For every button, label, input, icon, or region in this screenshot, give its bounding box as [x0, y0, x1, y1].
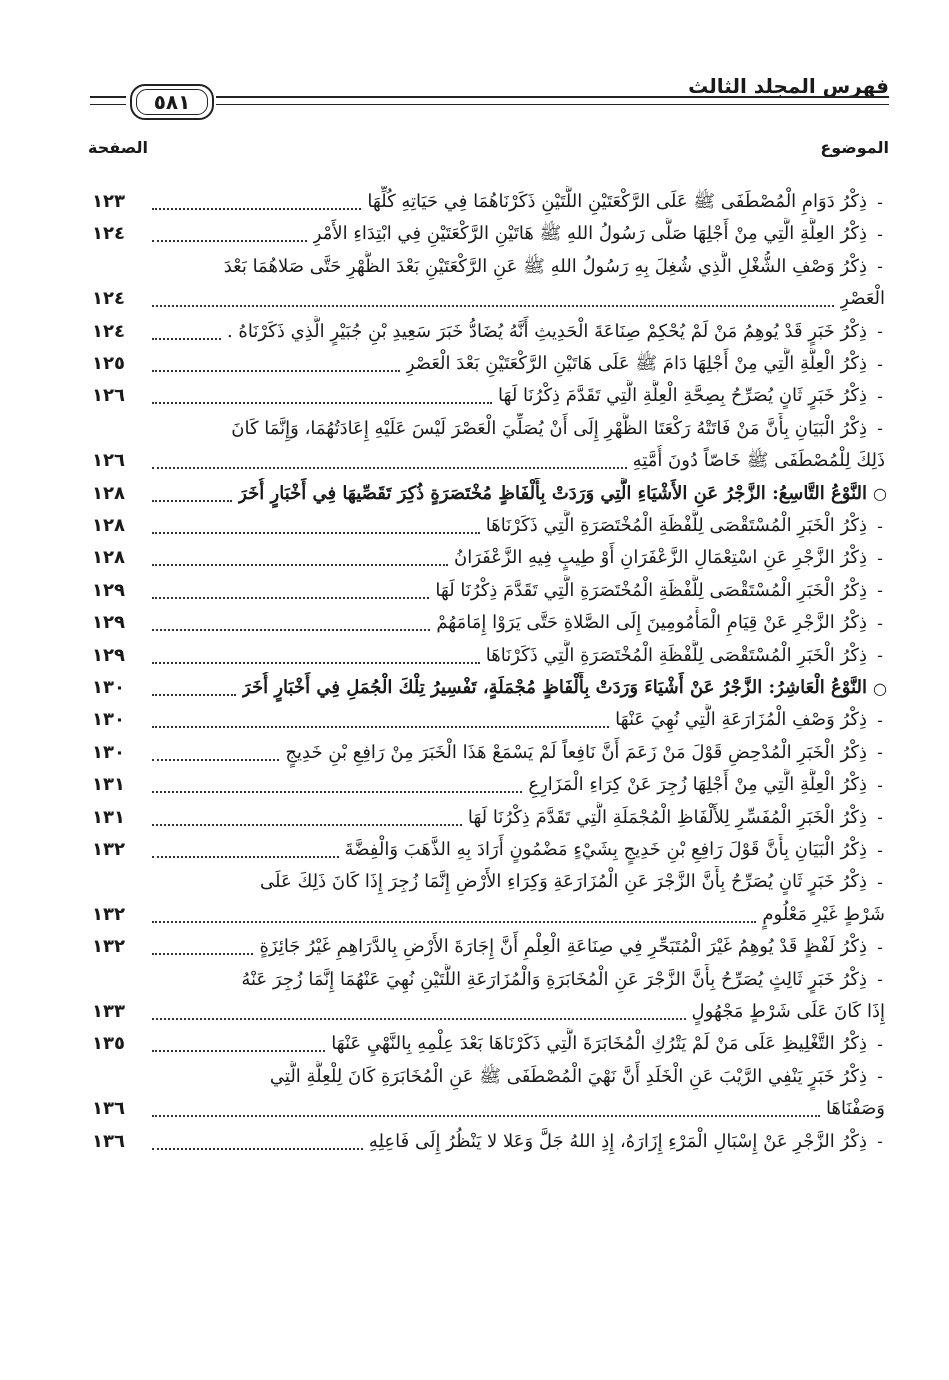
- entry-row: [150, 218, 889, 250]
- entry-dash-marker: -: [877, 775, 883, 795]
- entry-text: ذِكْرُ الْعِلَّةِ الَّتِي مِنْ أَجْلِهَا زُجِرَ عَنْ كِرَاءِ الْمَزَارِعِ: [528, 774, 867, 796]
- entry-text: ذِكْرُ الْخَبَرِ الْمُسْتَقْصَى لِلَّفْظَةِ الْمُخْتَصَرَةِ الَّتِي تَقَدَّمَ ذِكْرُنَا لَهَا: [435, 579, 867, 601]
- index-entry-line: [0, 1126, 949, 1158]
- leader-dots: [152, 500, 232, 502]
- entry-page-number: ١٢٩: [92, 579, 125, 601]
- entry-text: ذِكْرُ الْبَيَانِ بِأَنَّ مَنْ فَاتَتْهُ رَكْعَتَا الظُّهْرِ إِلَى أَنْ يُصَلِّيَ الْعَصْرَ لَيْسَ عَلَيْهِ إِعَادَتُهُمَا، وَإِنَّمَا كَانَ: [231, 417, 867, 439]
- entry-text: ذِكْرُ وَصْفِ الْمُزَارَعَةِ الَّتِي نُهِيَ عَنْهَا: [615, 709, 867, 731]
- entry-dash-marker: -: [877, 581, 883, 601]
- entry-row: [150, 283, 889, 315]
- entry-text: ذِكْرُ خَبَرٍ قَدْ يُوهِمُ مَنْ لَمْ يُحْكِمْ صِنَاعَةَ الْحَدِيثِ أَنَّهُ يُضَادُّ خَبَرَ سَعِيدِ بْنِ جُبَيْرٍ الَّذِي ذَكَرْنَاهُ .: [226, 320, 867, 342]
- entry-text: وَصَفْنَاهَا: [826, 1098, 885, 1120]
- entry-row: [150, 478, 889, 510]
- leader-dots: [152, 759, 279, 761]
- index-entry-line: [0, 283, 949, 315]
- leader-dots: [152, 370, 400, 372]
- entry-text: النَّوْعُ الْعَاشِرُ: الزَّجْرُ عَنْ أَشْيَاءَ وَرَدَتْ بِأَلْفَاظٍ مُجْمَلَةٍ، تَفْسِيرُ تِلْكَ الْجُمَلِ فِي أَخْبَارٍ أُخَرَ: [242, 677, 867, 698]
- entry-text: ذِكْرُ الْخَبَرِ الْمُفَسِّرِ لِلأَلْفَاظِ الْمُجْمَلَةِ الَّتِي تَقَدَّمَ ذِكْرُنَا لَهَا: [467, 806, 867, 828]
- index-entry-line: [0, 1061, 949, 1093]
- entry-dash-marker: -: [877, 354, 883, 374]
- entry-text: ذِكْرُ الْعِلَّةِ الَّتِي مِنْ أَجْلِهَا دَامَ ﷺ عَلَى هَاتَيْنِ الرَّكْعَتَيْنِ بَعْدَ الْعَصْرِ: [405, 353, 867, 374]
- entry-dash-marker: -: [877, 548, 883, 568]
- leader-dots: [152, 791, 522, 793]
- entry-row: [150, 186, 889, 218]
- entry-text: ذِكْرُ الْخَبَرِ الْمُسْتَقْصَى لِلَّفْظَةِ الْمُخْتَصَرَةِ الَّتِي ذَكَرْنَاهَا: [485, 644, 867, 666]
- running-title: فهرس المجلد الثالث: [688, 74, 889, 98]
- index-entry-line: [0, 218, 949, 250]
- leader-dots: [152, 629, 430, 631]
- entry-dash-marker: -: [877, 937, 883, 957]
- section-heading-line: [0, 478, 949, 510]
- entry-row: [150, 607, 889, 639]
- leader-dots: [152, 208, 361, 210]
- entry-text: إِذَا كَانَ عَلَى شَرْطٍ مَجْهُولٍ: [691, 1001, 885, 1022]
- entry-dash-marker: -: [877, 1132, 883, 1152]
- entry-text: ذِكْرُ الْبَيَانِ بِأَنَّ قَوْلَ رَافِعِ بْنِ خَدِيجٍ بِشَيْءٍ مَضْمُونٍ أَرَادَ بِهِ الذَّهَبَ وَالْفِضَّةَ: [344, 839, 867, 860]
- leader-dots: [152, 726, 609, 728]
- entry-page-number: ١٢٩: [92, 644, 125, 666]
- entry-dash-marker: -: [877, 613, 883, 633]
- entry-row: [150, 380, 889, 412]
- entry-row: [150, 769, 889, 801]
- index-entry-line: [0, 996, 949, 1028]
- leader-dots: [152, 921, 756, 923]
- index-entry-line: [0, 510, 949, 542]
- entry-dash-marker: -: [877, 970, 883, 990]
- index-entry-line: [0, 542, 949, 574]
- leader-dots: [152, 240, 307, 242]
- entry-page-number: ١٢٣: [92, 191, 125, 212]
- entry-page-number: ١٣٠: [92, 741, 125, 763]
- entry-page-number: ١٢٤: [92, 288, 125, 310]
- leader-dots: [152, 338, 221, 340]
- entry-page-number: ١٣٦: [92, 1130, 125, 1152]
- entry-text: ذِكْرُ الزَّجْرِ عَنْ قِيَامِ الْمَأْمُومِينَ إِلَى الصَّلاةِ حَتَّى يَرَوْا إِمَامَهُمْ: [436, 612, 867, 634]
- leader-dots: [152, 532, 480, 534]
- entry-row: [150, 348, 889, 380]
- leader-dots: [152, 1018, 686, 1020]
- entry-page-number: ١٣٢: [92, 936, 125, 958]
- index-entry-line: [0, 607, 949, 639]
- entry-row: [150, 834, 889, 866]
- entry-row: [150, 899, 889, 931]
- entry-dash-marker: -: [877, 419, 883, 439]
- entry-text: شَرْطٍ غَيْرِ مَعْلُومٍ: [762, 903, 885, 925]
- index-entry-line: [0, 1093, 949, 1125]
- leader-dots: [152, 597, 429, 599]
- index-entry-line: [0, 316, 949, 348]
- index-entry-line: [0, 445, 949, 477]
- entry-page-number: ١٣٢: [92, 903, 125, 925]
- index-entry-line: [0, 931, 949, 963]
- entry-text: ذِكْرُ خَبَرٍ ثَانٍ يُصَرِّحُ بِأَنَّ الزَّجْرَ عَنِ الْمُزَارَعَةِ وَكِرَاءِ الأَرْضِ إِنَّمَا زُجِرَ إِذَا كَانَ ذَلِكَ عَلَى: [260, 871, 867, 893]
- entry-row: [150, 704, 889, 736]
- entry-text: ذِكْرُ الزَّجْرِ عَنِ اسْتِعْمَالِ الزَّعْفَرَانِ أَوْ طِيبٍ فِيهِ الزَّعْفَرَانُ: [453, 547, 867, 569]
- index-entry-line: [0, 413, 949, 445]
- entry-page-number: ١٣٠: [92, 709, 125, 731]
- entry-dash-marker: -: [877, 224, 883, 244]
- index-entry-line: [0, 704, 949, 736]
- index-entry-line: [0, 575, 949, 607]
- index-entry-line: [0, 640, 949, 672]
- entry-dash-marker: -: [877, 192, 883, 212]
- entry-row: [150, 575, 889, 607]
- index-entry-line: [0, 769, 949, 801]
- entry-text: ذِكْرُ التَّغْلِيظِ عَلَى مَنْ لَمْ يَتْرُكِ الْمُخَابَرَةَ الَّتِي ذَكَرْنَاهَا بَعْدَ عِلْمِهِ بِالنَّهْيِ عَنْهَا: [331, 1033, 867, 1055]
- entry-page-number: ١٣٢: [92, 839, 125, 860]
- entry-text: ذِكْرُ خَبَرٍ يَنْفِي الرَّيْبَ عَنِ الْخَلَدِ أَنَّ نَهْيَ الْمُصْطَفَى ﷺ عَنِ الْمُخَابَرَةِ كَانَ لِلْعِلَّةِ الَّتِي: [269, 1065, 867, 1087]
- index-entry-line: [0, 964, 949, 996]
- entry-row: [150, 866, 889, 898]
- entry-dash-marker: -: [877, 743, 883, 763]
- entry-page-number: ١٢٩: [92, 612, 125, 634]
- entry-page-number: ١٣٦: [92, 1098, 125, 1120]
- entry-page-number: ١٣١: [92, 774, 125, 796]
- entry-row: [150, 1061, 889, 1093]
- entry-row: [150, 510, 889, 542]
- topic-column-heading: الموضوع: [820, 138, 889, 157]
- entry-text: ذِكْرُ العِلَّةِ الَّتِي مِنْ أَجْلِهَا صَلَّى رَسُولُ اللهِ ﷺ هَاتَيْنِ الرَّكْعَتَيْنِ فِي ابْتِدَاءِ الأَمْرِ: [312, 223, 867, 245]
- entry-page-number: ١٣٣: [92, 1001, 125, 1022]
- entry-dash-marker: -: [877, 808, 883, 828]
- section-heading-line: [0, 672, 949, 704]
- entry-text: ذِكْرُ وَصْفِ الشُّغْلِ الَّذِي شُغِلَ بِهِ رَسُولُ اللهِ ﷺ عَنِ الرَّكْعَتَيْنِ بَعْدَ الظُّهْرِ حَتَّى صَلاهُمَا بَعْدَ: [223, 255, 867, 277]
- leader-dots: [152, 467, 627, 469]
- entry-dash-marker: -: [877, 386, 883, 406]
- entry-text: ذِكْرُ الْخَبَرِ الْمُدْحِضِ قَوْلَ مَنْ زَعَمَ أَنَّ نَافِعاً لَمْ يَسْمَعْ هَذَا الْخَبَرَ مِنْ رَافِعِ بْنِ خَدِيجٍ: [285, 741, 867, 763]
- leader-dots: [152, 953, 253, 955]
- entry-row: [150, 964, 889, 996]
- entry-page-number: ١٢٨: [92, 547, 125, 569]
- entry-page-number: ١٢٨: [92, 515, 125, 536]
- entry-row: [150, 996, 889, 1028]
- index-entry-line: [0, 186, 949, 218]
- entry-dash-marker: -: [877, 840, 883, 860]
- entry-row: [150, 672, 889, 704]
- leader-dots: [152, 1050, 325, 1052]
- entry-page-number: ١٢٥: [92, 353, 125, 374]
- entry-text: ذِكْرُ الْخَبَرِ الْمُسْتَقْصَى لِلَّفْظَةِ الْمُخْتَصَرَةِ الَّتِي ذَكَرْنَاهَا: [485, 515, 867, 536]
- index-entry-line: [0, 899, 949, 931]
- entry-dash-marker: -: [877, 257, 883, 277]
- entry-row: [150, 640, 889, 672]
- entry-page-number: ١٣٠: [92, 677, 125, 698]
- entry-dash-marker: -: [877, 710, 883, 730]
- index-entry-line: [0, 834, 949, 866]
- entry-dash-marker: -: [877, 646, 883, 666]
- entry-row: [150, 251, 889, 283]
- entry-row: [150, 413, 889, 445]
- leader-dots: [152, 662, 480, 664]
- entry-row: [150, 1028, 889, 1060]
- index-entry-line: [0, 348, 949, 380]
- entry-page-number: ١٢٦: [92, 385, 125, 407]
- leader-dots: [152, 305, 834, 307]
- index-entry-line: [0, 866, 949, 898]
- entry-text: ذِكْرُ خَبَرٍ ثَالِثٍ يُصَرِّحُ بِأَنَّ الزَّجْرَ عَنِ الْمُخَابَرَةِ وَالْمُزَارَعَةِ اللَّتَيْنِ نُهِيَ عَنْهُمَا إِنَّمَا زُجِرَ عَنْهُ: [241, 968, 867, 990]
- entry-text: ذِكْرُ خَبَرٍ ثَانٍ يُصَرِّحُ بِصِحَّةِ الْعِلَّةِ الَّتِي تَقَدَّمَ ذِكْرُنَا لَهَا: [498, 385, 867, 407]
- entry-dash-marker: -: [877, 872, 883, 892]
- entry-text: ذَلِكَ لِلْمُصْطَفَى ﷺ خَاصّاً دُونَ أُمَّتِهِ: [632, 450, 885, 472]
- entry-row: [150, 316, 889, 348]
- leader-dots: [152, 564, 448, 566]
- entry-dash-marker: -: [877, 1034, 883, 1054]
- index-entry-line: [0, 251, 949, 283]
- entry-page-number: ١٢٤: [92, 223, 125, 245]
- section-circle-marker: ○: [873, 678, 887, 698]
- entry-text: الْعَصْرِ: [840, 288, 885, 310]
- entry-page-number: ١٢٤: [92, 320, 125, 342]
- entry-text: ذِكْرُ دَوَامِ الْمُصْطَفَى ﷺ عَلَى الرَّكْعَتَيْنِ اللَّتَيْنِ ذَكَرْنَاهُمَا فِي حَيَاتِهِ كُلِّهَا: [367, 191, 867, 212]
- entry-page-number: ١٢٦: [92, 450, 125, 472]
- entry-page-number: ١٢٨: [92, 482, 125, 504]
- entry-row: [150, 802, 889, 834]
- page-column-heading: الصفحة: [88, 138, 149, 157]
- entry-dash-marker: -: [877, 516, 883, 536]
- leader-dots: [152, 856, 339, 858]
- section-circle-marker: ○: [873, 484, 887, 504]
- page-number: ٥٨١: [136, 89, 208, 115]
- entry-row: [150, 542, 889, 574]
- entry-text: النَّوْعُ التَّاسِعُ: الزَّجْرُ عَنِ الأَشْيَاءِ الَّتِي وَرَدَتْ بِأَلْفَاظٍ مُخْتَصَرَةٍ ذُكِرَ تَقَصِّيهَا فِي أَخْبَارٍ أُخَرَ: [238, 482, 867, 504]
- entry-row: [150, 1093, 889, 1125]
- leader-dots: [152, 694, 236, 696]
- leader-dots: [152, 1115, 820, 1117]
- entry-page-number: ١٣١: [92, 806, 125, 828]
- entry-row: [150, 445, 889, 477]
- index-entry-line: [0, 380, 949, 412]
- index-entry-line: [0, 1028, 949, 1060]
- leader-dots: [152, 402, 492, 404]
- entry-row: [150, 737, 889, 769]
- entry-row: [150, 1126, 889, 1158]
- entry-text: ذِكْرُ لَفْظٍ قَدْ يُوهِمُ غَيْرَ الْمُتَبَحِّرِ فِي صِنَاعَةِ الْعِلْمِ أَنَّ إِجَارَةَ الأَرْضِ بِالدَّرَاهِمِ غَيْرُ جَائِزَةٍ: [259, 936, 867, 958]
- index-entry-line: [0, 737, 949, 769]
- leader-dots: [152, 1148, 363, 1150]
- entry-page-number: ١٣٥: [92, 1033, 125, 1055]
- entry-dash-marker: -: [877, 1067, 883, 1087]
- entry-row: [150, 931, 889, 963]
- index-entry-line: [0, 802, 949, 834]
- leader-dots: [152, 824, 462, 826]
- entry-dash-marker: -: [877, 322, 883, 342]
- entry-text: ذِكْرُ الزَّجْرِ عَنْ إِسْبَالِ الْمَرْءِ إِزَارَهُ، إِذِ اللهُ جَلَّ وَعَلا لا يَنْظُرُ إِلَى فَاعِلِهِ: [368, 1130, 867, 1152]
